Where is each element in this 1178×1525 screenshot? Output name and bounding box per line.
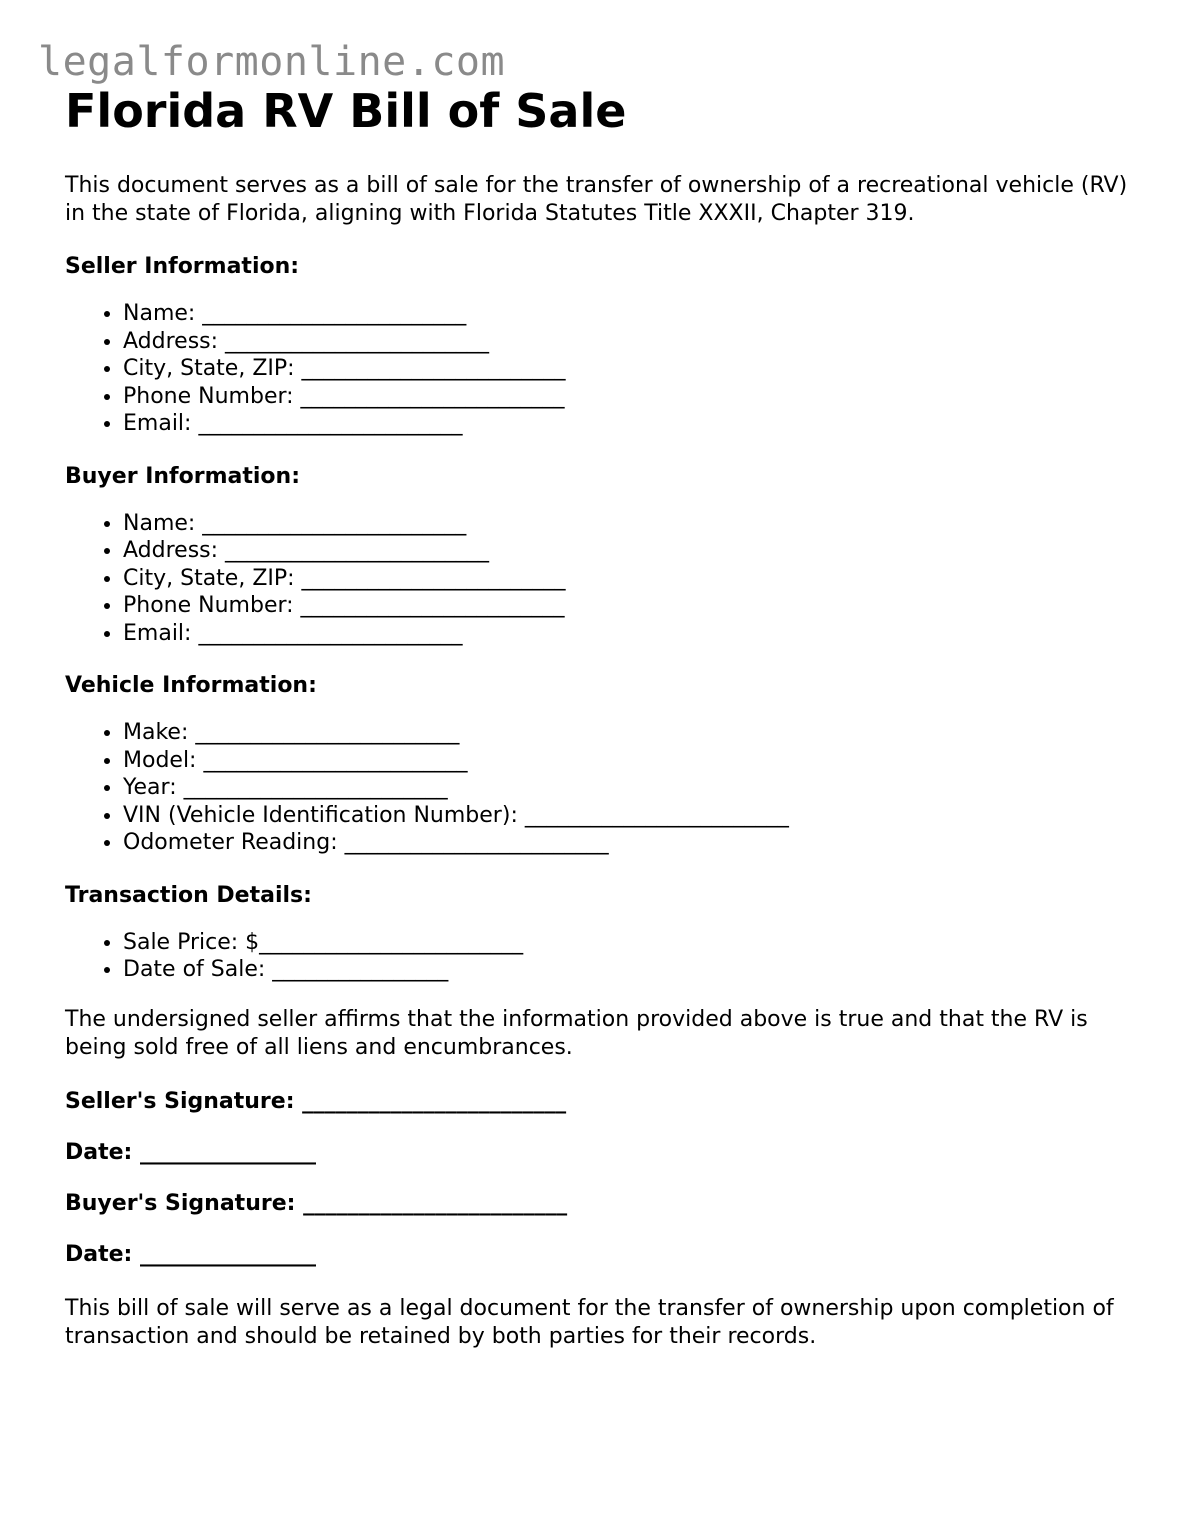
seller-field-list bbox=[65, 300, 1135, 438]
page-title: Florida RV Bill of Sale bbox=[65, 84, 627, 138]
buyer-phone-field: • Phone Number: ________________________ bbox=[123, 592, 1135, 620]
document-body bbox=[65, 82, 1135, 1351]
vehicle-vin-field: • VIN (Vehicle Identification Number): ________________________ bbox=[123, 802, 1135, 830]
seller-date-line: Date: ________________ bbox=[65, 1139, 317, 1165]
seller-signature-line: Seller's Signature: ________________________ bbox=[65, 1088, 567, 1114]
intro-paragraph: This document serves as a bill of sale for the transfer of ownership of a recreational vehicle (RV) in the state of Florida, aligning with Florida Statutes Title XXXII, Chapter 319. bbox=[65, 173, 1128, 226]
buyer-email-field: • Email: ________________________ bbox=[123, 620, 1135, 648]
seller-name-field: • Name: ________________________ bbox=[123, 300, 1135, 328]
seller-phone-field: • Phone Number: ________________________ bbox=[123, 383, 1135, 411]
buyer-address-field: • Address: ________________________ bbox=[123, 537, 1135, 565]
vehicle-odometer-field: • Odometer Reading: ________________________ bbox=[123, 829, 1135, 857]
seller-email-field: • Email: ________________________ bbox=[123, 410, 1135, 438]
closing-paragraph: This bill of sale will serve as a legal document for the transfer of ownership upon completion of transaction and should be retained by both parties for their records. bbox=[65, 1295, 1114, 1349]
vehicle-model-field: • Model: ________________________ bbox=[123, 747, 1135, 775]
buyer-date-line: Date: ________________ bbox=[65, 1241, 317, 1267]
vehicle-field-list bbox=[65, 719, 1135, 857]
sale-price-field: • Sale Price: $________________________ bbox=[123, 929, 1135, 957]
vehicle-make-field: • Make: ________________________ bbox=[123, 719, 1135, 747]
buyer-section-heading: Buyer Information: bbox=[65, 463, 300, 489]
affirmation-paragraph: The undersigned seller affirms that the information provided above is true and that the RV is being sold free of all liens and encumbrances. bbox=[65, 1006, 1088, 1060]
buyer-city-state-zip-field: • City, State, ZIP: ________________________ bbox=[123, 565, 1135, 593]
buyer-field-list bbox=[65, 510, 1135, 648]
vehicle-section-heading: Vehicle Information: bbox=[65, 673, 317, 698]
date-of-sale-field: • Date of Sale: ________________ bbox=[123, 956, 1135, 984]
transaction-section-heading: Transaction Details: bbox=[65, 882, 312, 908]
transaction-field-list bbox=[65, 929, 1135, 984]
seller-address-field: • Address: ________________________ bbox=[123, 328, 1135, 356]
buyer-name-field: • Name: ________________________ bbox=[123, 510, 1135, 538]
seller-city-state-zip-field: • City, State, ZIP: ________________________ bbox=[123, 355, 1135, 383]
seller-section-heading: Seller Information: bbox=[65, 254, 300, 279]
watermark: legalformonline.com bbox=[38, 39, 506, 85]
vehicle-year-field: • Year: ________________________ bbox=[123, 774, 1135, 802]
buyer-signature-line: Buyer's Signature: ________________________ bbox=[65, 1190, 568, 1216]
